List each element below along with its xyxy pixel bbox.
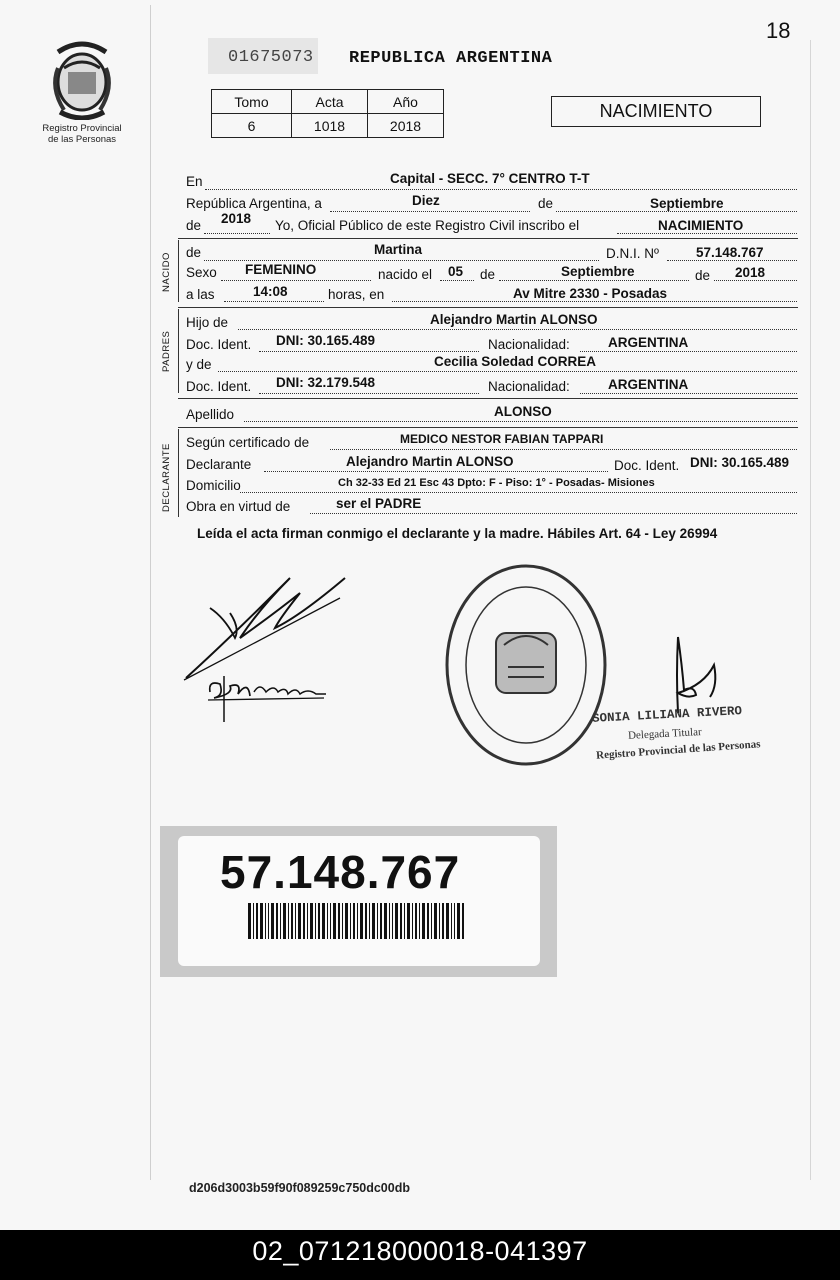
en-dotted-line: [205, 189, 797, 190]
horas-label: horas, en: [328, 287, 385, 302]
birth-month-dotted-line: [499, 280, 689, 281]
registry-header-tomo: Tomo: [212, 90, 292, 114]
inscribe-value: NACIMIENTO: [658, 218, 744, 233]
obra-label: Obra en virtud de: [186, 499, 291, 514]
year-value: 2018: [221, 211, 252, 226]
certificado-value: MEDICO NESTOR FABIAN TAPPARI: [400, 432, 604, 446]
registry-table: [211, 89, 444, 138]
mother-doc-value: DNI: 32.179.548: [276, 375, 376, 390]
nacido-vertical-bar: [178, 240, 179, 302]
serial-number: 01675073: [208, 38, 318, 74]
mother-doc-label: Doc. Ident.: [186, 379, 252, 394]
page-number: 18: [766, 18, 791, 43]
sexo-dotted-line: [221, 280, 371, 281]
signer-office: Registro Provincial de las Personas: [595, 738, 761, 762]
registry-value-row: [212, 114, 444, 138]
father-nat-dotted-line: [580, 351, 797, 352]
declarante-doc-label: Doc. Ident.: [614, 458, 680, 473]
mother-nat-dotted-line: [580, 393, 797, 394]
certificado-label: Según certificado de: [186, 435, 310, 450]
year-prefix-label: de: [186, 218, 202, 233]
declarante-dotted-line: [264, 471, 608, 472]
barcode-icon: [248, 903, 464, 939]
dni-dotted-line: [667, 260, 797, 261]
signer-role: Delegada Titular: [627, 726, 702, 742]
hijo-de-label: Hijo de: [186, 315, 229, 330]
place-value: Av Mitre 2330 - Posadas: [513, 286, 668, 301]
registry-header-anio: Año: [368, 90, 444, 114]
en-label: En: [186, 174, 203, 189]
declarante-top-rule: [178, 427, 798, 428]
mother-dotted-line: [218, 371, 797, 372]
y-de-label: y de: [186, 357, 212, 372]
birth-de2-label: de: [695, 268, 711, 283]
act-type-box: NACIMIENTO: [551, 96, 761, 127]
father-doc-dotted-line: [259, 351, 479, 352]
registry-header-row: [212, 90, 444, 114]
de-label: de: [538, 196, 554, 211]
declarante-value: Alejandro Martin ALONSO: [346, 454, 514, 469]
father-nat-label: Nacionalidad:: [488, 337, 570, 352]
dni-label-number: 57.148.767: [220, 846, 461, 898]
en-value: Capital - SECC. 7° CENTRO T-T: [390, 171, 590, 186]
nacido-de-label: de: [186, 245, 202, 260]
logo-caption-line1: Registro Provincial: [42, 123, 122, 134]
declarante-label: Declarante: [186, 457, 252, 472]
misiones-coat-of-arms-icon: [44, 38, 120, 120]
registry-value-acta: 1018: [292, 114, 368, 138]
logo-caption: [30, 123, 134, 145]
domicilio-value: Ch 32-33 Ed 21 Esc 43 Dpto: F - Piso: 1° - Posadas- Misiones: [338, 477, 655, 489]
birth-day-dotted-line: [440, 280, 474, 281]
left-margin-line: [150, 5, 151, 1180]
birth-day-value: 05: [448, 264, 464, 279]
apellido-label: Apellido: [186, 407, 235, 422]
year-dotted-line: [204, 233, 270, 234]
registry-value-tomo: 6: [212, 114, 292, 138]
registrar-signature-icon: [648, 635, 728, 715]
obra-dotted-line: [310, 513, 797, 514]
right-margin-line: [810, 40, 811, 1180]
logo-caption-line2: de las Personas: [47, 134, 117, 145]
declarante-signature-icon: [180, 568, 355, 683]
mother-signature-icon: [204, 672, 334, 724]
child-dni-value: 57.148.767: [696, 245, 764, 260]
birth-year-value: 2018: [735, 265, 766, 280]
day-dotted-line: [330, 211, 530, 212]
apellido-top-rule: [178, 398, 798, 399]
padres-section-label: PADRES: [161, 330, 172, 372]
dni-label: D.N.I. Nº: [606, 246, 659, 261]
registry-header-acta: Acta: [292, 90, 368, 114]
month-value: Septiembre: [650, 196, 724, 211]
sexo-value: FEMENINO: [245, 262, 317, 277]
month-dotted-line: [556, 211, 797, 212]
father-doc-value: DNI: 30.165.489: [276, 333, 376, 348]
father-dotted-line: [238, 329, 797, 330]
document-hash: d206d3003b59f90f089259c750dc00db: [189, 1181, 410, 1195]
apellido-dotted-line: [244, 421, 797, 422]
sexo-label: Sexo: [186, 265, 217, 280]
legal-note: Leída el acta firman conmigo el declarante y la madre. Hábiles Art. 64 - Ley 26994: [197, 526, 718, 541]
declarante-section-label: DECLARANTE: [161, 443, 172, 512]
oficial-text: Yo, Oficial Público de este Registro Civil inscribo el: [275, 218, 580, 233]
time-value: 14:08: [253, 284, 288, 299]
name-dotted-line: [204, 260, 599, 261]
father-doc-label: Doc. Ident.: [186, 337, 252, 352]
domicilio-dotted-line: [240, 492, 797, 493]
nacido-el-label: nacido el: [378, 267, 433, 282]
birth-de1-label: de: [480, 267, 496, 282]
mother-doc-dotted-line: [259, 393, 479, 394]
padres-top-rule: [178, 307, 798, 308]
birth-month-value: Septiembre: [561, 264, 635, 279]
padres-vertical-bar: [178, 309, 179, 393]
inscribe-dotted-line: [617, 233, 797, 234]
domicilio-label: Domicilio: [186, 478, 241, 493]
signer-name: SONIA LILIANA RIVERO: [591, 704, 743, 726]
official-stamp-icon: [444, 563, 608, 767]
place-dotted-line: [392, 301, 797, 302]
time-dotted-line: [224, 301, 324, 302]
nacido-top-rule: [178, 238, 798, 239]
declarante-vertical-bar: [178, 429, 179, 517]
registry-value-anio: 2018: [368, 114, 444, 138]
document-id: 02_071218000018-041397: [252, 1236, 588, 1266]
country-title: REPUBLICA ARGENTINA: [349, 49, 553, 68]
declarante-doc-value: DNI: 30.165.489: [690, 455, 790, 470]
mother-nat-value: ARGENTINA: [608, 377, 689, 392]
mother-name-value: Cecilia Soledad CORREA: [434, 354, 597, 369]
father-nat-value: ARGENTINA: [608, 335, 689, 350]
certificado-dotted-line: [330, 449, 797, 450]
day-value: Diez: [412, 193, 440, 208]
obra-value: ser el PADRE: [336, 496, 422, 511]
nacido-section-label: NACIDO: [161, 252, 172, 292]
mother-nat-label: Nacionalidad:: [488, 379, 570, 394]
apellido-value: ALONSO: [494, 404, 552, 419]
republica-label: República Argentina, a: [186, 196, 322, 211]
birth-year-dotted-line: [714, 280, 797, 281]
father-name-value: Alejandro Martin ALONSO: [430, 312, 598, 327]
child-name-value: Martina: [374, 242, 423, 257]
a-las-label: a las: [186, 287, 215, 302]
